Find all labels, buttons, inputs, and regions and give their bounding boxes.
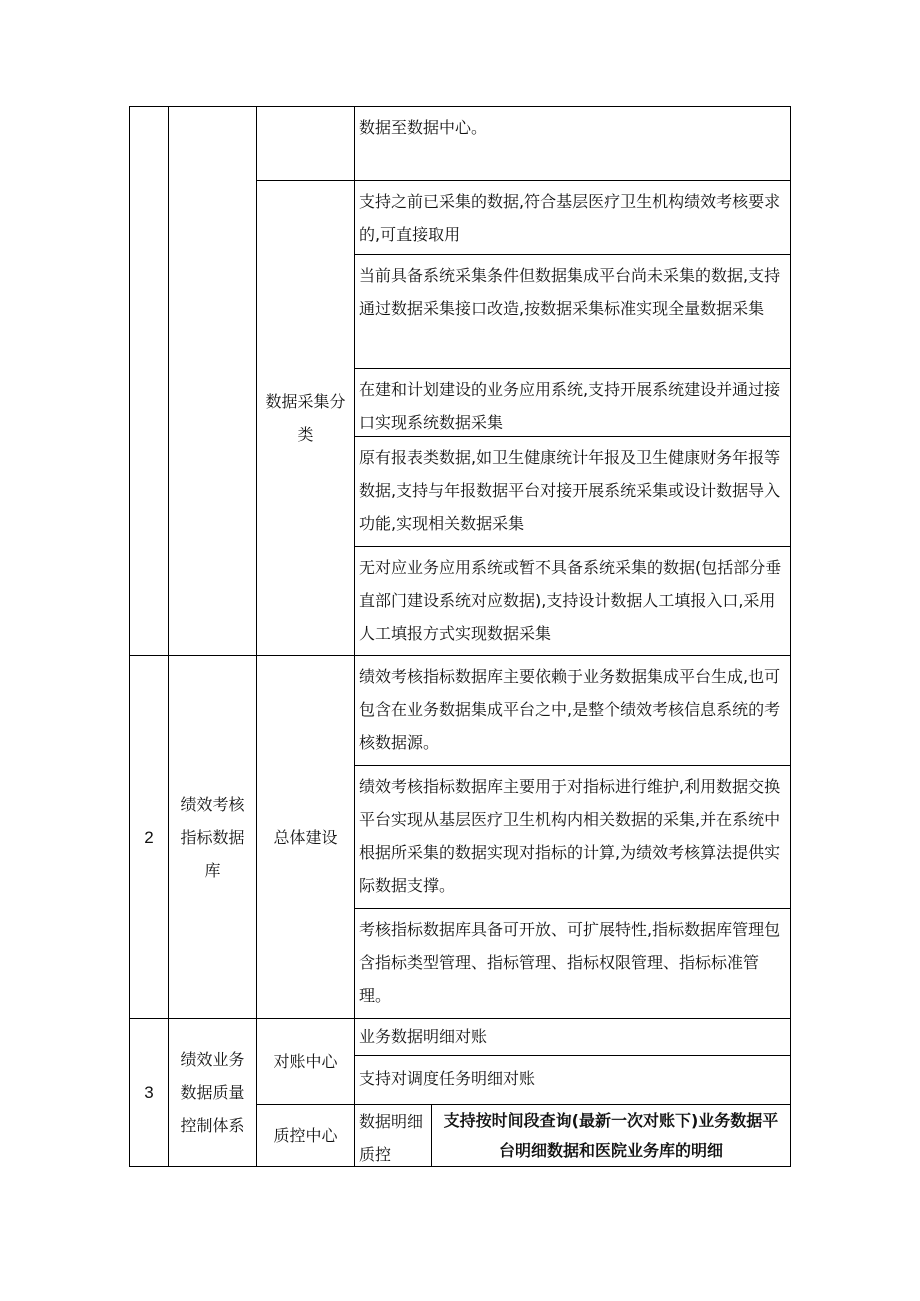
table-cell-text: 支持之前已采集的数据,符合基层医疗卫生机构绩效考核要求的,可直接取用 bbox=[359, 192, 781, 244]
table-cell-text: 在建和计划建设的业务应用系统,支持开展系统建设并通过接口实现系统数据采集 bbox=[359, 380, 781, 432]
table-cell-text: 无对应业务应用系统或暂不具备系统采集的数据(包括部分垂直部门建设系统对应数据),支持设计数据人工填报入口,采用人工填报方式实现数据采集 bbox=[359, 558, 782, 643]
table-cell-text: 绩效考核指标数据库主要依赖于业务数据集成平台生成,也可包含在业务数据集成平台之中,是整个绩效考核信息系统的考核数据源。 bbox=[359, 667, 781, 752]
sub-item-detail-cell: 数据明细质控 bbox=[359, 1112, 424, 1164]
row-number: 3 bbox=[144, 1083, 154, 1102]
item-name-cell: 绩效业务数据质量控制体系 bbox=[180, 1050, 245, 1135]
table-cell-text: 原有报表类数据,如卫生健康统计年报及卫生健康财务年报等数据,支持与年报数据平台对接开展系统采集或设计数据导入功能,实现相关数据采集 bbox=[359, 448, 781, 533]
table-cell-text: 业务数据明细对账 bbox=[359, 1027, 488, 1046]
table-cell-text: 绩效考核指标数据库主要用于对指标进行维护,利用数据交换平台实现从基层医疗卫生机构内相关数据的采集,并在系统中根据所采集的数据实现对指标的计算,为绩效考核算法提供实际数据支撑。 bbox=[359, 777, 781, 895]
sub-item-cell: 总体建设 bbox=[273, 827, 338, 847]
row-number: 2 bbox=[144, 827, 154, 847]
table-border-right bbox=[790, 106, 791, 1167]
sub-item-cell: 对账中心 bbox=[273, 1052, 338, 1071]
table-cell-text: 数据至数据中心。 bbox=[359, 118, 488, 137]
table-border-bottom bbox=[129, 1166, 791, 1167]
sub-item-cell: 质控中心 bbox=[273, 1126, 338, 1145]
table-cell-text: 支持按时间段查询(最新一次对账下)业务数据平台明细数据和医院业务库的明细 bbox=[443, 1110, 779, 1160]
category-cell: 数据采集分类 bbox=[265, 392, 346, 444]
item-name-cell: 绩效考核指标数据库 bbox=[180, 794, 245, 880]
table-cell-text: 支持对调度任务明细对账 bbox=[359, 1069, 536, 1088]
table-cell-text: 当前具备系统采集条件但数据集成平台尚未采集的数据,支持通过数据采集接口改造,按数据采集标准实现全量数据采集 bbox=[359, 266, 781, 318]
table-cell-text: 考核指标数据库具备可开放、可扩展特性,指标数据库管理包含指标类型管理、指标管理、指标权限管理、指标标准管理。 bbox=[359, 920, 781, 1005]
